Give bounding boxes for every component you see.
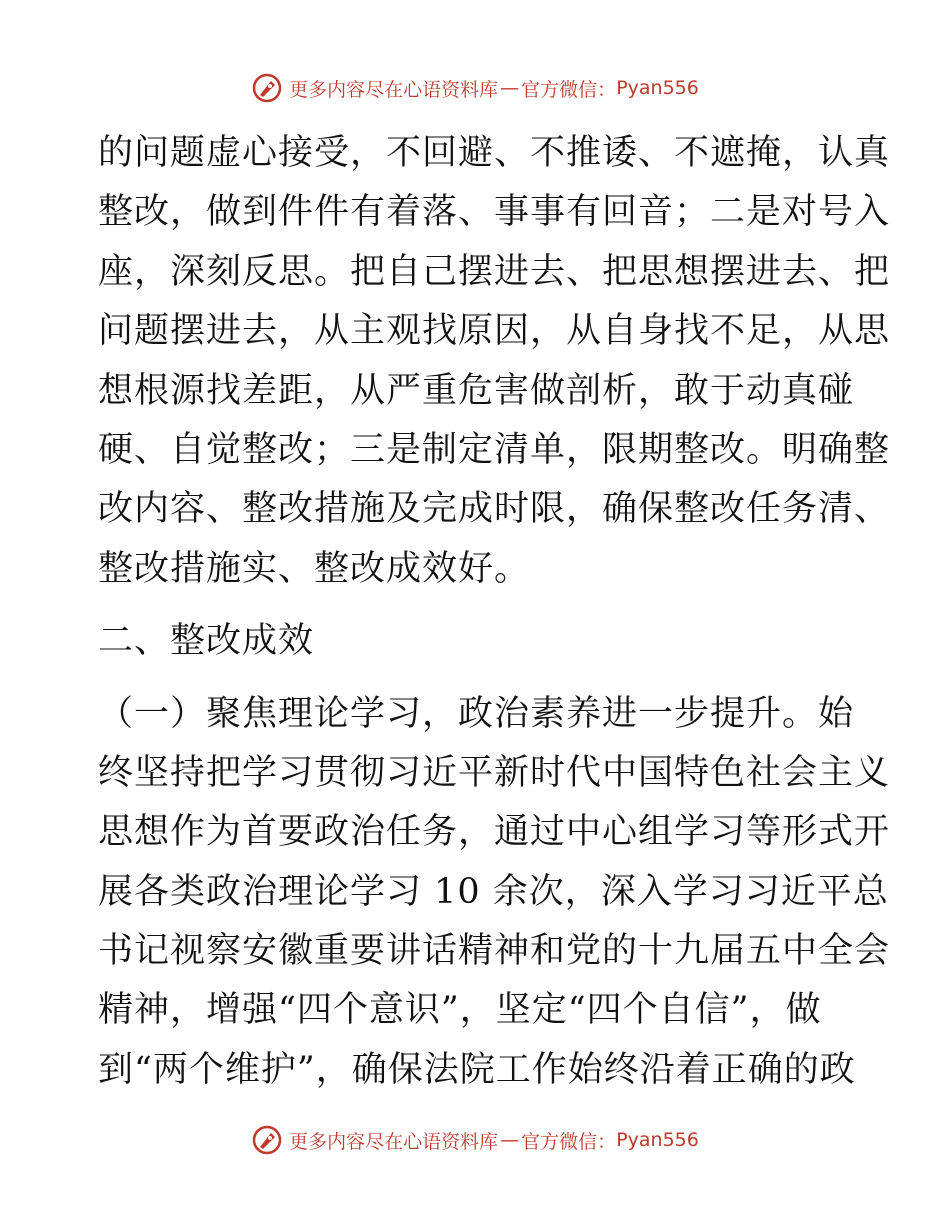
text-line: 到“两个维护”，确保法院工作始终沿着正确的政: [98, 1049, 856, 1090]
banner-wechat-label: 官方微信：: [521, 1130, 617, 1153]
banner-wechat-id: Pyan556: [616, 1129, 699, 1151]
text-line: 整改措施实、整改成效好。: [98, 548, 531, 589]
footer-banner: [0, 1124, 950, 1156]
paragraph-1: [98, 124, 891, 599]
text-line: 座，深刻反思。把自己摆进去、把思想摆进去、把: [98, 251, 891, 292]
text-line: 书记视察安徽重要讲话精神和党的十九届五中全会: [98, 931, 891, 972]
pen-nib-logo-icon: [251, 1124, 283, 1156]
section-heading: 二、整改成效: [98, 621, 315, 662]
paragraph-2: [98, 685, 891, 1101]
text-line: 改内容、整改措施及完成时限，确保整改任务清、: [98, 489, 891, 530]
banner-text: 更多内容尽在心语资料库: [289, 78, 499, 101]
pen-nib-logo-icon: [251, 72, 283, 104]
text-line: 展各类政治理论学习 10 余次，深入学习习近平总: [98, 871, 889, 912]
text-line: 思想作为首要政治任务，通过中心组学习等形式开: [98, 812, 891, 853]
header-banner: [0, 72, 950, 104]
text-line: 想根源找差距，从严重危害做剖析，敢于动真碰: [98, 370, 855, 411]
banner-text: 更多内容尽在心语资料库: [289, 1130, 499, 1153]
text-line: 问题摆进去，从主观找原因，从自身找不足，从思: [98, 311, 891, 352]
text-line: 整改，做到件件有着落、事事有回音；二是对号入: [98, 192, 891, 233]
text-line: 的问题虚心接受，不回避、不推诿、不遮掩，认真: [98, 133, 891, 173]
text-line: （一）聚焦理论学习，政治素养进一步提升。始: [98, 693, 855, 734]
banner-wechat-id: Pyan556: [616, 77, 699, 99]
document-body: [98, 124, 891, 1100]
banner-separator: —: [500, 77, 520, 99]
text-line: 精神，增强“四个意识”，坚定“四个自信”，做: [98, 990, 822, 1031]
banner-separator: —: [500, 1129, 520, 1151]
text-line: 硬、自觉整改；三是制定清单，限期整改。明确整: [98, 429, 891, 470]
banner-wechat-label: 官方微信：: [521, 78, 617, 101]
text-line: 终坚持把学习贯彻习近平新时代中国特色社会主义: [98, 752, 891, 793]
